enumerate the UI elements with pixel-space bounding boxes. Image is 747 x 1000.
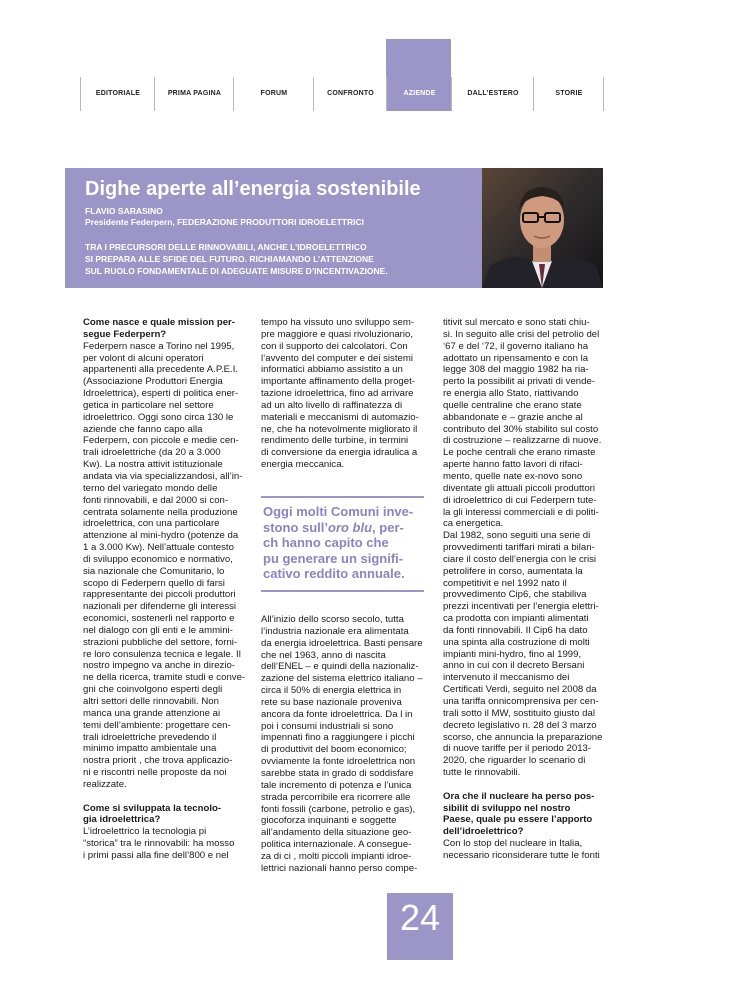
question-3-line: sibilit di sviluppo nel nostro (443, 802, 571, 814)
body-line: sarebbe stata in grado di soddisfare (261, 767, 414, 779)
quote-line: stono sull’oro blu, per- (263, 519, 404, 535)
body-line: Dal 1982, sono seguiti una serie di (443, 530, 591, 542)
page-number: 24 (399, 897, 441, 938)
body-line: petrolifere in corso, aumentata la (443, 565, 583, 577)
body-line: ad un alto livello di raffinatezza di (261, 399, 403, 411)
body-line: perto la possibilit ai privati di vende- (443, 376, 595, 388)
nav-item-storie[interactable]: STORIE (533, 77, 604, 111)
body-line: scorso, che annuncia la preparazione (443, 731, 603, 743)
quote-rule-bottom (261, 590, 424, 592)
page-number-box (387, 893, 453, 960)
body-line: ne, che ha notevolmente migliorato il (261, 423, 418, 435)
body-line: “storica” tra le rinnovabili: ha mosso (83, 838, 235, 850)
body-line: ca prodotta con impianti alimentati (443, 613, 589, 625)
nav-divider (603, 77, 604, 111)
lead-line: SUL RUOLO FONDAMENTALE DI ADEGUATE MISURE D’INCENTIVAZIONE. (85, 266, 388, 276)
body-line: ca energetica. (443, 518, 504, 530)
section-nav (80, 77, 610, 111)
body-line: All’inizio dello scorso secolo, tutta (261, 614, 404, 625)
body-line: trali sotto il MW, sostituito giusto dal (443, 707, 595, 719)
body-line: di idroelettrico di cui Federpern tute- (443, 494, 597, 506)
body-line: nostra priorit , che trova applicazio- (83, 755, 233, 767)
body-line: l’industria nazionale era alimentata (261, 625, 409, 637)
question-3-line: Ora che il nucleare ha perso pos- (443, 790, 595, 802)
quote-line: ch hanno capito che (263, 535, 389, 550)
body-line: giocoforza inquinanti e soggette (261, 815, 397, 827)
body-line: economici, sostenerli nel rapporto e (83, 613, 235, 625)
question-1-line: Come nasce e quale mission per- (83, 317, 235, 328)
body-line: strada percorribile era ricorrere alle (261, 791, 411, 803)
body-line: scopo di Federpern quello di farsi (83, 577, 225, 589)
body-line: da fonti rinnovabili. Il Cip6 ha dato (443, 624, 588, 636)
body-line: Federpern, con piccole e medie cen- (83, 435, 239, 447)
body-line: za di ci , molti piccoli impianti idroe- (261, 850, 412, 862)
nav-item-editoriale[interactable]: EDITORIALE (80, 77, 155, 111)
question-3-line: Paese, quale pu essere l’apporto (443, 814, 593, 826)
body-line: all’andamento della situazione geo- (261, 827, 412, 839)
body-line: realizzate. (83, 778, 127, 790)
body-line: trali idroelettriche (da 20 a 3.000 (83, 447, 221, 459)
body-line: L’idroelettrico la tecnologia pi (83, 826, 207, 838)
body-line: re energia allo Stato, riattivando (443, 388, 579, 400)
body-line: gni che coinvolgono esperti degli (83, 684, 223, 696)
body-line: strazioni pubbliche del settore, forni- (83, 636, 238, 648)
body-line: legge 308 del maggio 1982 ha ria- (443, 364, 589, 376)
pull-quote-text (261, 498, 424, 590)
body-line: diventate gli attuali piccoli produttori (443, 482, 595, 494)
body-line: si. In seguito alle crisi del petrolio del (443, 328, 600, 340)
body-line: Le poche centrali che erano rimaste (443, 447, 596, 459)
body-line: sia nazionale che Comunitario, lo (83, 565, 225, 577)
pull-quote (261, 496, 424, 592)
lead-line: TRA I PRECURSORI DELLE RINNOVABILI, ANCHE L’IDROELETTRICO (85, 242, 367, 252)
body-line: altri settori delle rinnovabili. Non (83, 696, 219, 707)
body-line: ‘67 e del ‘72, il governo italiano ha (443, 340, 589, 352)
body-line: attenzione al mini-hydro (potenze da (83, 530, 239, 542)
body-line: minimo impatto ambientale una (83, 743, 217, 755)
body-line: Federpern nasce a Torino nel 1995, (83, 340, 235, 352)
body-line: rete su base nazionale proveniva (261, 696, 402, 708)
nav-item-aziende[interactable]: AZIENDE (386, 77, 452, 111)
body-line: pre maggiore e quasi rivoluzionario, (261, 328, 413, 340)
body-line: rappresentante dei piccoli produttori (83, 589, 236, 601)
text-column-2-continued (261, 614, 425, 875)
nav-item-dallestero[interactable]: DALL'ESTERO (451, 77, 534, 111)
body-line: nel dialogo con gli enti e le ammini- (83, 624, 233, 636)
body-line: da energia idroelettrica. Basti pensare (261, 637, 423, 649)
nav-item-forum[interactable]: FORUM (233, 77, 314, 111)
body-line: titivit sul mercato e sono stati chiu- (443, 317, 590, 328)
lead-line: SI PREPARA ALLE SFIDE DEL FUTURO. RICHIAMANDO L’ATTENZIONE (85, 254, 374, 264)
body-line: Con lo stop del nucleare in Italia, (443, 838, 583, 850)
body-line: fonti fossili (carbone, petrolio e gas), (261, 803, 416, 815)
body-line: di nuove tariffe per il periodo 2013- (443, 743, 592, 755)
body-line: provvedimenti tariffari mirati a bilan- (443, 542, 595, 554)
body-line: anno in cui con il decreto Bersani (443, 660, 585, 672)
body-line: rendimento delle turbine, in termini (261, 435, 409, 447)
body-line: trali idroelettriche prevedendo il (83, 731, 217, 743)
body-line: lettrici nazionali hanno perso compe- (261, 862, 418, 874)
body-line: importante affinamento della proget- (261, 376, 415, 388)
article-lead (85, 241, 425, 277)
body-line: impennati fino a raggiungere i picchi (261, 732, 415, 744)
body-line: competitivit e nel 1992 nato il (443, 577, 567, 589)
portrait-image (482, 168, 603, 288)
body-line: la gli interessi commerciali e di politi- (443, 506, 599, 518)
body-line: nostro impegno va anche in direzio- (83, 660, 235, 672)
body-line: aziende che fanno capo alla (83, 423, 203, 435)
body-line: energia meccanica. (261, 459, 345, 471)
paragraph-gap (443, 779, 607, 791)
body-line: contributo del 30% stabilito sul costo (443, 423, 599, 435)
body-line: zazione del sistema elettrico italiano – (261, 673, 423, 685)
body-line: con il supporto dei calcolatori. Con (261, 340, 408, 352)
body-line: una tariffa onnicomprensiva per cen- (443, 696, 599, 707)
question-1-line: segue Federpern? (83, 328, 167, 340)
body-line: re loro consulenza tecnica e legale. Il (83, 648, 241, 660)
body-line: Idroelettrica), esperti di politica ener- (83, 388, 239, 400)
body-line: necessario riconsiderare tutte le fonti (443, 849, 600, 861)
body-line: di conversione da energia idraulica a (261, 447, 418, 459)
body-line: nazionali per difenderne gli interessi (83, 601, 237, 613)
body-line: impianti mini-hydro, fino al 1999, (443, 648, 582, 660)
body-line: i primi passi alla fine dell’800 e nel (83, 849, 229, 861)
quote-line: Oggi molti Comuni inve- (263, 504, 414, 519)
body-line: che nel 1963, anno di nascita (261, 649, 386, 661)
body-line: centrata solamente nella produzione (83, 506, 238, 518)
body-line: fonti rinnovabili, e dal 2000 si con- (83, 494, 229, 506)
body-line: Certificati Verdi, seguito nel 2008 da (443, 684, 597, 696)
body-line: circa il 50% di energia elettrica in (261, 685, 402, 697)
quote-line: pu generare un signifi- (263, 550, 404, 566)
body-line: tale incremento di potenza e l’unica (261, 779, 412, 791)
body-line: prezzi incentivati per l’energia elettri- (443, 601, 599, 613)
body-line: una spinta alla costruzione di molti (443, 636, 590, 648)
body-line: abbandonate e – grazie anche al (443, 411, 583, 423)
text-column-1 (83, 317, 247, 862)
body-line: ciare il costo dell’energia con le crisi (443, 553, 597, 565)
author-name: FLAVIO SARASINO (85, 206, 163, 216)
body-line: idroelettrica, con una particolare (83, 518, 220, 530)
article-title: Dighe aperte all’energia sostenibile (85, 178, 421, 200)
body-line: 2020, che riguarder lo scenario di (443, 755, 586, 767)
body-line: di costruzione – realizzarne di nuove. (443, 435, 602, 447)
body-line: ancora da fonte idroelettrica. Da l in (261, 708, 413, 720)
question-3-line: dell’idroelettrico? (443, 826, 524, 838)
body-line: poi i consumi industriali si sono (261, 720, 394, 732)
body-line: intervenuto il meccanismo dei (443, 672, 570, 684)
quote-line: cativo reddito annuale. (263, 566, 405, 581)
body-line: adottato un ripensamento e con la (443, 352, 589, 364)
body-line: tempo ha vissuto uno sviluppo sem- (261, 317, 415, 328)
body-line: mento, quelle nate ex-novo sono (443, 470, 583, 482)
body-line: manca una grande attenzione ai (83, 707, 221, 719)
body-line: informatici abbiamo assistito a un (261, 364, 403, 376)
body-line: politica internazionale. A consegue- (261, 839, 412, 851)
text-column-3 (443, 317, 607, 862)
body-line: idroelettrico. Oggi sono circa 130 le (83, 411, 234, 423)
body-line: getica in particolare nel settore (83, 399, 214, 411)
paragraph-gap (83, 791, 247, 803)
body-line: terno del variegato mondo delle (83, 482, 218, 494)
body-line: ne della ricerca, tramite studi e conve- (83, 672, 246, 684)
body-line: (Associazione Produttori Energia (83, 376, 223, 388)
body-line: tazione idroelettrica, fino ad arrivare (261, 388, 414, 400)
body-line: per volont di alcuni operatori (83, 352, 204, 364)
body-line: appartenenti alla precedente A.P.E.I. (83, 364, 239, 376)
author-portrait (482, 168, 603, 288)
text-column-2 (261, 317, 425, 471)
body-line: andata via via specializzandosi, all’in- (83, 470, 243, 482)
question-2-line: gia idroelettrica? (83, 814, 161, 826)
body-line: aperte hanno fatto lavori di rifaci- (443, 459, 583, 471)
nav-item-confronto[interactable]: CONFRONTO (313, 77, 387, 111)
body-line: 1 a 3.000 Kw). Nell’attuale contesto (83, 542, 234, 554)
body-line: ni e riscontri nelle proposte da noi (83, 767, 227, 779)
body-line: quelle centraline che erano state (443, 399, 582, 411)
body-line: l’avvento del computer e dei sistemi (261, 352, 413, 364)
body-line: dell’ENEL – e quindi della nazionaliz- (261, 661, 419, 673)
body-line: ovviamente la fonte idroelettrica non (261, 756, 416, 768)
body-line: tutte le rinnovabili. (443, 767, 521, 779)
body-line: Kw). La nostra attivit istituzionale (83, 459, 223, 471)
body-line: materiali e meccanismi di automazio- (261, 411, 419, 423)
question-2-line: Come si sviluppata la tecnolo- (83, 802, 222, 814)
body-line: decreto legislativo n. 28 del 3 marzo (443, 719, 597, 731)
body-line: temi dell’ambiente: progettare cen- (83, 719, 231, 731)
body-line: di sviluppo economico e normativo, (83, 553, 233, 565)
author-role: Presidente Federpern, FEDERAZIONE PRODUTTORI IDROELETTRICI (85, 217, 364, 227)
body-line: di produttivit del boom economico; (261, 744, 407, 756)
body-line: provvedimento Cip6, che stabiliva (443, 589, 587, 601)
nav-item-prima-pagina[interactable]: PRIMA PAGINA (154, 77, 234, 111)
